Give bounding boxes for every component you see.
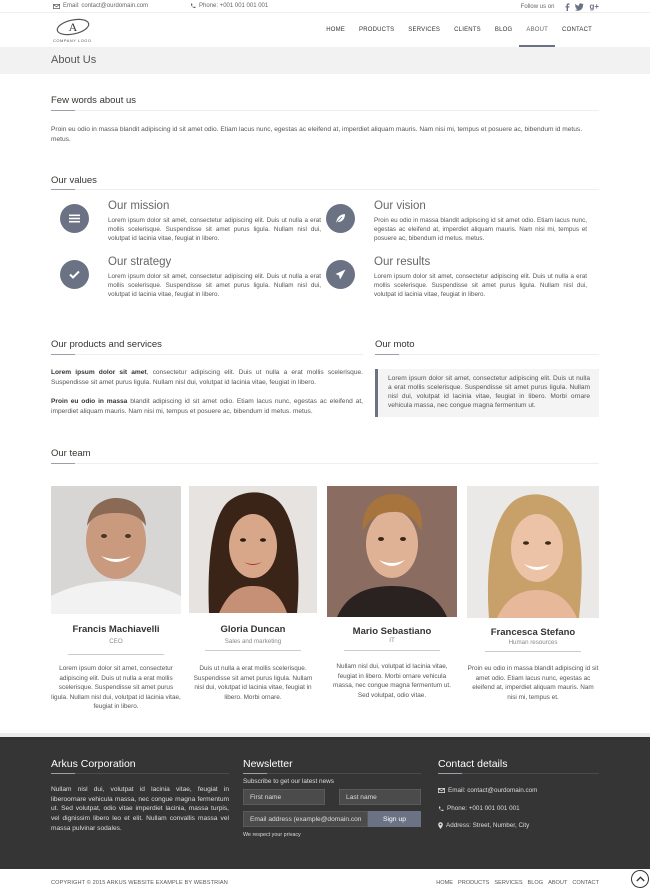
footer-link-products[interactable]: PRODUCTS (457, 880, 490, 886)
footer-link-home[interactable]: HOME (436, 880, 453, 886)
footer-nav (436, 880, 599, 886)
value-results (317, 256, 587, 310)
team-divider (51, 463, 599, 464)
member-bio: Duis ut nulla a erat mollis scelerisque. Suspendisse sit amet purus ligula. Nullam nisl dui, volutpat id lacinia vitae, feugiat in libero. Morbi ornare. (193, 665, 313, 701)
values-divider (51, 189, 599, 190)
logo-letter: A (68, 20, 78, 34)
value-vision (317, 200, 587, 254)
member-bio: Proin eu odio in massa blandit adipiscing id sit amet odio. Etiam lacus nunc, egestas ac eleifend at, imperdiet aliquam mauris. Nam nisi mi, tempus et. (467, 665, 599, 701)
value-text: Lorem ipsum dolor sit amet, consectetur adipiscing elit. Duis ut nulla a erat mollis scelerisque. Suspendisse sit amet purus ligula. Nullam nisl dui, volutpat id lacinia vitae, feugiat in libero. (374, 273, 587, 298)
products-paragraph-1 (51, 368, 363, 387)
page-title: About Us (51, 54, 97, 66)
products-p1-rest: , consectetur adipiscing elit. Duis ut nulla a erat mollis scelerisque. Suspendisse sit amet purus ligula. Nullam nisl dui, volutpat id lacinia vitae, feugiat in libero. (51, 369, 364, 386)
footer-link-services[interactable]: SERVICES (494, 880, 523, 886)
nav-services[interactable]: SERVICES (408, 27, 441, 33)
footer-company-divider (51, 773, 229, 774)
values-title: Our values (51, 175, 97, 186)
twitter-icon[interactable] (575, 3, 584, 11)
footer-contact-title: Contact details (438, 758, 508, 770)
send-icon (326, 260, 355, 289)
back-to-top-button[interactable] (631, 870, 649, 888)
products-divider (51, 354, 363, 355)
topbar-phone-text: Phone: +001 001 001 001 (199, 3, 269, 9)
products-p2-bold: Proin eu odio in massa (51, 398, 128, 405)
member-divider (485, 651, 581, 652)
member-bio: Lorem ipsum dolor sit amet, consectetur adipiscing elit. Duis ut nulla a erat mollis scelerisque. Suspendisse sit amet purus ligula. Nullam nisl dui, volutpat id lacinia vitae, feugiat in libero. (51, 665, 181, 710)
footer-company-text: Nullam nisl dui, volutpat id lacinia vitae, feugiat in liberoornare vehicula massa, nec congue magna fermentum ut. Sed volutpat, odio vitae imperdiet lacinia, massa turpis, vel dignissim libero leo et elit. Nullam convallis massa vel massa pulvinar sodales. (51, 786, 229, 832)
newsletter-subtitle: Subscribe to get our latest news (243, 778, 334, 785)
about-text: Proin eu odio in massa blandit adipiscing id sit amet odio. Etiam lacus nunc, egestas ac eleifend at, imperdiet aliquam mauris. Nam nisi mi, tempus et posuere ac, bibendum id metus. metus. (51, 126, 583, 143)
member-role: CEO (109, 638, 123, 645)
phone-icon (190, 3, 196, 9)
page-title-bar (0, 47, 650, 74)
header (0, 13, 650, 47)
check-icon (60, 260, 89, 289)
footer-contact-divider (438, 773, 599, 774)
footer-newsletter-divider (243, 773, 421, 774)
member-name: Francesca Stefano (490, 627, 576, 638)
signup-button[interactable]: Sign up (368, 811, 421, 827)
topbar-email-text: Email: contact@ourdomain.com (63, 3, 149, 9)
map-marker-icon (438, 822, 443, 829)
nav-about[interactable]: ABOUT (519, 13, 555, 47)
footer-email[interactable] (438, 787, 537, 794)
products-p2-rest: blandit adipiscing id sit amet odio. Etiam lacus nunc, egestas ac eleifend at, imperdiet aliquam mauris. Nam nisi mi, tempus et posuere ac, bibendum id metus. metus. (51, 398, 363, 415)
nav-contact[interactable]: CONTACT (562, 27, 592, 33)
follow-label: Follow us on (520, 3, 555, 10)
member-role: Human resources (508, 639, 558, 646)
footer-phone (438, 805, 520, 812)
member-name: Gloria Duncan (220, 624, 286, 635)
team-title: Our team (51, 448, 91, 459)
value-text: Proin eu odio in massa blandit adipiscing id sit amet odio. Etiam lacus nunc, egestas ac eleifend at, imperdiet aliquam mauris. Nam nisi mi, tempus et posuere ac, bibendum id metus. metus. (374, 217, 587, 242)
copyright: COPYRIGHT © 2015 ARKUS WEBSITE EXAMPLE BY WEBSTRIAN (51, 880, 228, 886)
footer-newsletter-title: Newsletter (243, 758, 293, 770)
member-photo (467, 486, 599, 618)
envelope-icon (53, 4, 60, 9)
topbar-phone (190, 3, 268, 9)
envelope-icon (438, 788, 445, 793)
bottom-bar (0, 869, 650, 896)
chevron-up-icon (636, 876, 645, 882)
value-title: Our mission (108, 200, 170, 212)
value-title: Our results (374, 256, 431, 268)
logo-text: COMPANY LOGO (53, 38, 92, 43)
footer-address-text: Address: Street, Number, City (446, 822, 530, 829)
facebook-icon[interactable] (565, 3, 570, 11)
leaf-icon (326, 204, 355, 233)
footer-link-about[interactable]: ABOUT (548, 880, 568, 886)
top-bar (0, 0, 650, 13)
member-divider (68, 654, 164, 655)
member-role: Sales and marketing (224, 638, 282, 645)
email-input[interactable] (243, 811, 368, 827)
moto-title: Our moto (375, 339, 415, 350)
main-nav (319, 13, 599, 47)
member-name: Francis Machiavelli (72, 624, 160, 635)
nav-home[interactable]: HOME (326, 27, 346, 33)
topbar-email[interactable] (53, 3, 148, 9)
privacy-note: We respect your privacy (243, 832, 301, 838)
value-text: Lorem ipsum dolor sit amet, consectetur adipiscing elit. Duis ut nulla a erat mollis scelerisque. Suspendisse sit amet purus ligula. Nullam nisl dui, volutpat id lacinia vitae, feugiat in libero. (108, 273, 321, 298)
footer-phone-text: Phone: +001 001 001 001 (447, 805, 520, 812)
nav-clients[interactable]: CLIENTS (454, 27, 481, 33)
member-role: IT (389, 637, 395, 644)
member-photo (327, 486, 457, 617)
value-title: Our vision (374, 200, 426, 212)
list-icon (60, 204, 89, 233)
moto-quote: Lorem ipsum dolor sit amet, consectetur adipiscing elit. Duis ut nulla a erat mollis scelerisque. Suspendisse sit amet purus ligula. Nullam nisl dui, volutpat id lacinia vitae, feugiat in libero. Morbi ornare vehicula massa, nec congue magna fermentum ut. (375, 369, 599, 417)
value-text: Lorem ipsum dolor sit amet, consectetur adipiscing elit. Duis ut nulla a erat mollis scelerisque. Suspendisse sit amet purus ligula. Nullam nisl dui, volutpat id lacinia vitae, feugiat in libero. (108, 217, 321, 242)
moto-divider (375, 354, 599, 355)
footer-address (438, 822, 529, 829)
member-photo (189, 486, 317, 613)
footer-link-contact[interactable]: CONTACT (572, 880, 599, 886)
about-divider (51, 110, 599, 111)
products-paragraph-2 (51, 397, 363, 416)
value-title: Our strategy (108, 256, 172, 268)
footer-link-blog[interactable]: BLOG (527, 880, 544, 886)
member-divider (344, 650, 440, 651)
footer (0, 733, 650, 869)
social-links (521, 2, 599, 11)
about-title: Few words about us (51, 95, 137, 106)
nav-blog[interactable]: BLOG (494, 27, 513, 33)
footer-email-text: Email: contact@ourdomain.com (448, 787, 538, 794)
first-name-input[interactable] (243, 789, 325, 805)
footer-company-title: Arkus Corporation (51, 758, 136, 770)
member-name: Mario Sebastiano (352, 626, 432, 637)
member-divider (205, 650, 301, 651)
value-strategy (51, 256, 321, 310)
value-mission (51, 200, 321, 254)
nav-products[interactable]: PRODUCTS (359, 27, 395, 33)
phone-icon (438, 806, 444, 812)
last-name-input[interactable] (339, 789, 421, 805)
products-title: Our products and services (51, 339, 162, 350)
googleplus-icon[interactable]: g+ (589, 2, 599, 11)
member-bio: Nullam nisl dui, volutpat id lacinia vitae, feugiat in libero. Morbi ornare vehicula massa, nec congue magna fermentum ut. Sed volutpat, odio vitae. (333, 663, 451, 699)
products-p1-bold: Lorem ipsum dolor sit amet (51, 369, 147, 376)
member-photo (51, 486, 181, 614)
